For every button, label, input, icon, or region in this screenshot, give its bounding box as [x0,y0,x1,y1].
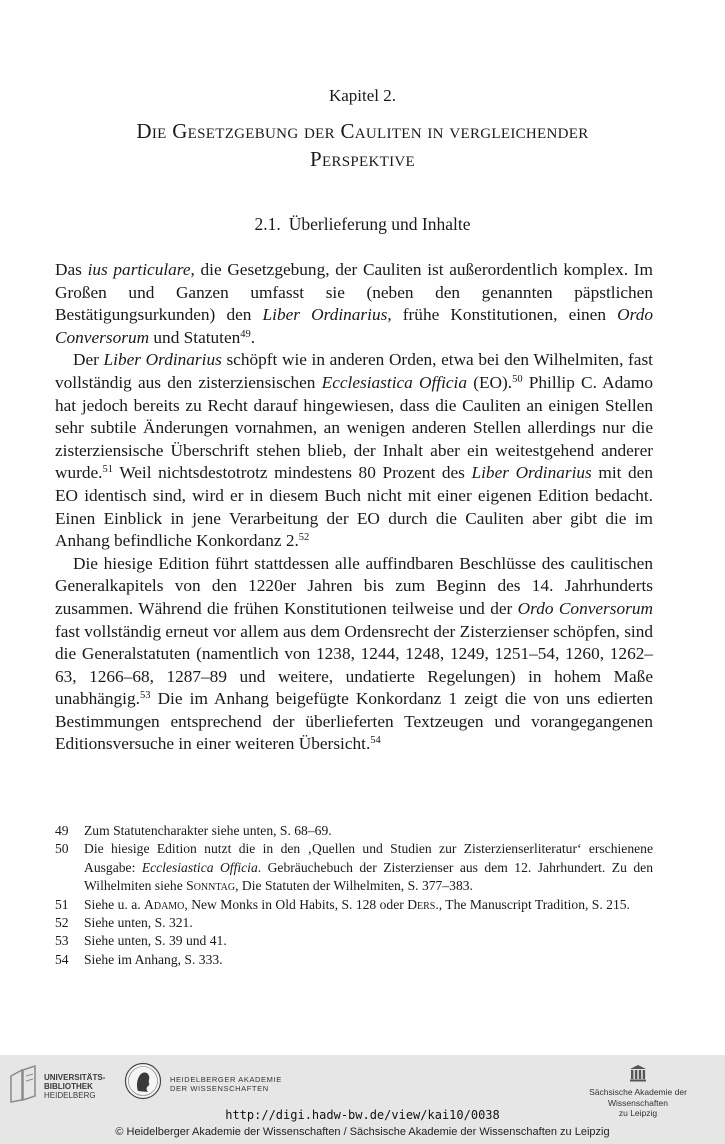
footnote-53 [55,932,653,950]
body-text [55,259,653,756]
text-run: Siehe u. a. [84,896,145,912]
text-run: Der [73,350,104,370]
text-run: Das [55,260,88,279]
footnote-text: Siehe im Anhang, S. 333. [84,951,223,967]
italic-term: Liber Ordinarius [103,350,222,370]
text-run: mit den EO identisch sind, wird er in diesem Buch nicht mit einer eigenen Edition bedacht. Einen Einblick in jene Verarbeitung der EO durch die Cauliten aber gibt die im Anhang befindliche Konkordanz 2. [55,463,653,551]
text-run: , The Manuscript Tradition, S. 215. [438,896,630,912]
ub-heidelberg-logo[interactable] [8,1064,105,1109]
footnote-text: Siehe unten, S. 321. [84,915,193,931]
text-run: Weil nichtsdestotrotz mindestens 80 Prozent des [113,463,472,483]
hadw-logo-text [170,1075,282,1093]
text-run: fast vollständig erneut vor allem aus dem Ordensrecht der Zisterzienser schöpfen, sind die Generalstatuten (namentlich von 1238, 1244, 1248, 1249, 1251–54, 1260, 1262–63, 1266–68, 1287–89 und weitere, undatierte Regelungen) in hohem Maße unabhängig. [55,621,653,709]
ub-line-1: UNIVERSITÄTS- [44,1073,106,1082]
hadw-line-2: DER WISSENSCHAFTEN [170,1083,269,1093]
section-number: 2.1. [254,214,281,234]
section-heading [0,214,725,235]
text-run: Phillip C. Adamo hat jedoch bereits zu Recht darauf hingewiesen, dass die Cauliten an einigen Stellen sehr subtile Änderungen vornahmen, an wenigen anderen Stellen allerdings nur die zisterziensische Überschrift stehen blieb, der Inhalt aber ein weitestgehend anderer wurde. [55,372,654,483]
chapter-title [60,117,665,173]
text-run: Die im Anhang beigefügte Konkordanz 1 zeigt die von uns edierten Bestimmungen entsprechend der überlieferten Textzeugen und vorangegangenen Editionsversuche in einer weiteren Übersicht. [55,689,653,754]
text-run: Die hiesige Edition nutzt die in den ‚Quellen und Studien zur Zisterzienserliteratur‘ erschienene Ausgabe: [84,841,653,875]
text-run: , die Gesetzgebung, der Cauliten ist außerordentlich komplex. Im Großen und Ganzen umfasst sie (neben den genannten päpstlichen Bestätigungsurkunden) den [55,260,653,325]
ub-book-icon [8,1064,38,1109]
footnote-ref-50[interactable]: 50 [512,373,523,385]
saw-line-1: Sächsische Akademie der Wissenschaften [589,1087,687,1108]
italic-term: Ecclesiastica Officia [141,859,258,875]
footnote-ref-49[interactable]: 49 [240,328,251,340]
text-run: , New Monks in Old Habits, S. 128 oder [184,896,408,912]
footnote-ref-52[interactable]: 52 [298,532,310,544]
chapter-title-line-2: Perspektive [310,147,415,171]
saw-building-icon [558,1064,718,1082]
hadw-portrait-icon [124,1062,162,1105]
chapter-title-line-1: Die Gesetzgebung der Cauliten in vergleichender [136,119,589,143]
text-run: Die hiesige Edition führt stattdessen alle auffindbaren Beschlüsse des caulitischen Generalkapitels von den 1220er Jahren bis zum Beginn des 14. Jahrhunderts zusammen. Während die frühen Konstitutionen teilweise und der [55,553,653,618]
author-name: Adamo [144,896,185,912]
text-run: , frühe Konstitutionen, einen [387,305,618,325]
footnote-number: 53 [55,933,69,949]
footnote-text: Zum Statutencharakter siehe unten, S. 68–69. [84,823,332,838]
italic-term: Ecclesiastica Officia [321,372,468,392]
footnote-number: 50 [55,841,69,857]
footnote-number: 51 [55,896,69,912]
italic-term: ius particulare [87,260,191,279]
footnote-text [84,896,653,914]
paragraph-3 [55,553,653,756]
footnote-51 [55,896,653,914]
italic-term: Liber Ordinarius [262,305,388,325]
chapter-label: Kapitel 2. [328,86,397,105]
italic-term: Ordo Conversorum [517,598,653,618]
footnote-ref-53[interactable]: 53 [139,690,151,702]
text-run: . [250,327,256,347]
text-run: und Statuten [149,327,241,347]
ub-logo-text [44,1073,105,1100]
copyright-notice: © Heidelberger Akademie der Wissenschaften / Sächsische Akademie der Wissenschaften zu Leipzig [115,1126,610,1138]
footnotes [55,822,653,969]
paragraph-2 [55,349,653,552]
footnote-50 [55,840,653,895]
footnote-52 [55,914,653,932]
text-run: (EO). [467,372,513,392]
footnote-49 [55,822,653,840]
author-name: Ders. [407,896,439,912]
hadw-logo[interactable] [124,1062,282,1105]
ub-line-3: HEIDELBERG [44,1091,96,1100]
footnote-text [84,840,653,895]
footnote-ref-54[interactable]: 54 [370,735,381,747]
paragraph-1 [55,259,653,349]
italic-term: Ordo Conversorum [55,305,653,347]
italic-term: Liber Ordinarius [471,463,592,483]
text-run: schöpft wie in anderen Orden, etwa bei den Wilhelmiten, fast vollständig aus den zisterziensischen [55,350,653,392]
footnote-text: Siehe unten, S. 39 und 41. [84,933,227,949]
footnote-ref-51[interactable]: 51 [102,464,114,476]
text-run: , Die Statuten der Wilhelmiten, S. 377–383. [235,878,473,894]
ub-line-2: BIBLIOTHEK [44,1082,93,1091]
footnote-number: 54 [55,951,69,967]
section-title: Überlieferung und Inhalte [288,214,471,234]
footnote-54 [55,951,653,969]
footnote-number: 49 [55,823,69,838]
hadw-line-1: HEIDELBERGER AKADEMIE [170,1074,282,1084]
permalink-url[interactable]: http://digi.hadw-bw.de/view/kai10/0038 [225,1108,500,1122]
text-run: . Gebräuchebuch der Zisterzienser aus dem 12. Jahrhundert. Zu den Wilhelmiten siehe [84,859,653,894]
author-name: Sonntag [186,878,236,894]
footnote-number: 52 [55,915,69,931]
saw-line-2: zu Leipzig [618,1108,658,1118]
